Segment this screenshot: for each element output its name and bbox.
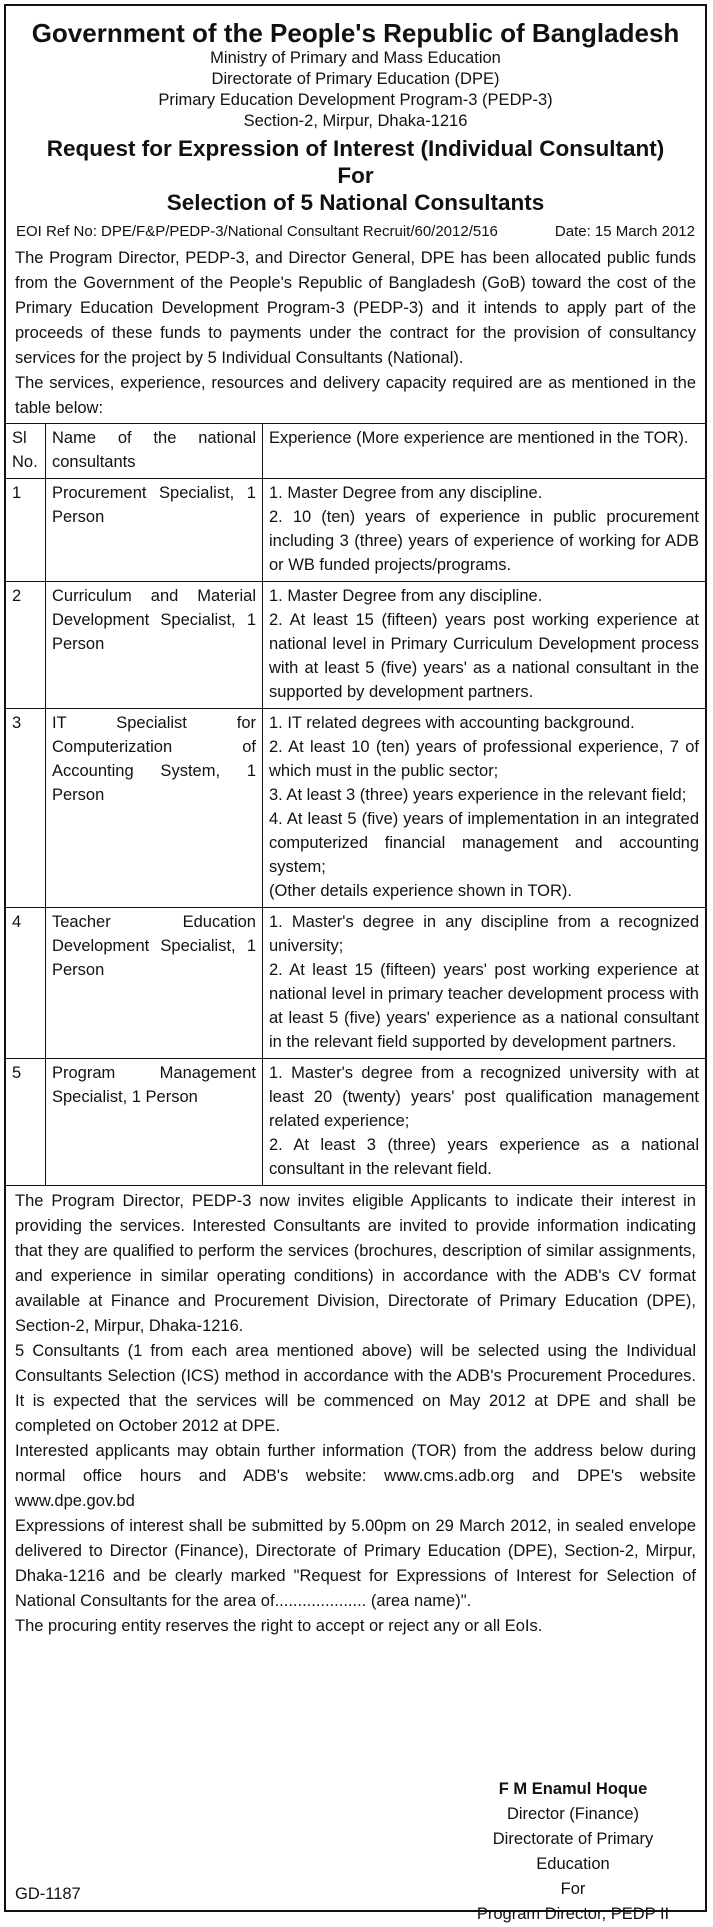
notice-code: GD-1187 <box>15 1885 81 1903</box>
row-experience <box>263 709 706 908</box>
experience-item: 1. Master Degree from any discipline. <box>269 587 543 605</box>
signatory-designation: Director (Finance) <box>506 1805 640 1823</box>
row-sl: 4 <box>6 908 46 1059</box>
header-sl: Sl No. <box>6 424 46 479</box>
body-paragraph: The Program Director, PEDP-3 now invites eligible Applicants to indicate their interest in providing the services. Interested Consultants are invited to provide information indicating that they are qualified to perform the services (brochures, description of similar assignments, and experience in similar operating conditions) in accordance with the ADB's CV format available at Finance and Procurement Division, Directorate of Primary Education (DPE), Section-2, Mirpur, Dhaka-1216. <box>15 1192 696 1335</box>
table-row <box>6 709 705 908</box>
row-sl: 2 <box>6 582 46 709</box>
notice-title-line-3: Selection of 5 National Consultants <box>166 190 545 215</box>
header-experience: Experience (More experience are mentioned in the TOR). <box>263 424 706 479</box>
body-paragraph: Expressions of interest shall be submitted by 5.00pm on 29 March 2012, in sealed envelope delivered to Director (Finance), Directorate of Primary Education (DPE), Section-2, Mirpur, Dhaka-1216 and be clearly marked "Request for Expressions of Interest for Selection of National Consultants for the area of.................... (area name)". <box>15 1517 696 1610</box>
row-consultant-name: Program Management Specialist, 1 Person <box>46 1059 263 1186</box>
row-consultant-name: Teacher Education Development Specialist, 1 Person <box>46 908 263 1059</box>
row-consultant-name: IT Specialist for Computerization of Accounting System, 1 Person <box>46 709 263 908</box>
reference-row <box>6 216 705 242</box>
notice-date: Date: 15 March 2012 <box>554 223 695 240</box>
notice-header <box>6 18 705 216</box>
experience-item: 2. At least 3 (three) years experience as a national consultant in the relevant field. <box>269 1136 699 1178</box>
row-experience <box>263 479 706 582</box>
ministry-line: Ministry of Primary and Mass Education <box>210 49 501 67</box>
program-line: Primary Education Development Program-3 (PEDP-3) <box>158 91 553 109</box>
experience-item: 3. At least 3 (three) years experience in the relevant field; <box>269 786 687 804</box>
body-text <box>6 1186 705 1639</box>
experience-item: 2. 10 (ten) years of experience in public procurement including 3 (three) years of experience of working for ADB or WB funded projects/programs. <box>269 508 699 574</box>
experience-item: 1. Master's degree in any discipline from a recognized university; <box>269 913 699 955</box>
experience-item: 2. At least 10 (ten) years of professional experience, 7 of which must in the public sector; <box>269 738 699 780</box>
intro-paragraph: The services, experience, resources and delivery capacity required are as mentioned in the table below: <box>15 374 696 417</box>
notice-document <box>4 4 707 1923</box>
address-line: Section-2, Mirpur, Dhaka-1216 <box>243 112 468 130</box>
table-row <box>6 1059 705 1186</box>
table-row <box>6 479 705 582</box>
signatory-program-director: Program Director, PEDP II <box>476 1905 670 1923</box>
consultant-table <box>6 423 705 1186</box>
intro-text <box>6 242 705 421</box>
body-paragraph: Interested applicants may obtain further information (TOR) from the address below during normal office hours and ADB's website: www.cms.adb.org and DPE's website www.dpe.gov.bd <box>15 1442 696 1510</box>
experience-item: (Other details experience shown in TOR). <box>269 882 572 900</box>
signatory-name: F M Enamul Hoque <box>498 1780 648 1798</box>
table-row <box>6 908 705 1059</box>
signatory-office: Directorate of Primary Education <box>492 1830 654 1873</box>
body-paragraph: The procuring entity reserves the right to accept or reject any or all EoIs. <box>15 1617 543 1635</box>
row-sl: 3 <box>6 709 46 908</box>
experience-item: 1. Master Degree from any discipline. <box>269 484 543 502</box>
experience-item: 1. Master's degree from a recognized university with at least 20 (twenty) years' post qualification management related experience; <box>269 1064 699 1130</box>
experience-item: 2. At least 15 (fifteen) years post working experience at national level in Primary Curriculum Development process with at least 5 (five) years' as a national consultant in the supported by development partners. <box>269 611 699 701</box>
signature-block <box>457 1777 689 1927</box>
intro-paragraph: The Program Director, PEDP-3, and Director General, DPE has been allocated public funds from the Government of the People's Republic of Bangladesh (GoB) toward the cost of the Primary Education Development Program-3 (PEDP-3) and it intends to apply part of the proceeds of these funds to payments under the contract for the provision of consultancy services for the project by 5 Individual Consultants (National). <box>15 249 696 367</box>
notice-title-line-1: Request for Expression of Interest (Individual Consultant) <box>46 136 665 161</box>
row-consultant-name: Curriculum and Material Development Specialist, 1 Person <box>46 582 263 709</box>
experience-item: 2. At least 15 (fifteen) years' post working experience at national level in primary teacher development process with at least 5 (five) years' experience as a national consultant in the relevant field supported by development partners. <box>269 961 699 1051</box>
experience-item: 4. At least 5 (five) years of implementation in an integrated computerized financial management and accounting system; <box>269 810 699 876</box>
row-sl: 1 <box>6 479 46 582</box>
row-consultant-name: Procurement Specialist, 1 Person <box>46 479 263 582</box>
row-experience <box>263 1059 706 1186</box>
government-title: Government of the People's Republic of Bangladesh <box>31 18 680 48</box>
notice-title-line-2: For <box>337 163 374 188</box>
table-header-row <box>6 424 705 479</box>
table-row <box>6 582 705 709</box>
eoi-reference: EOI Ref No: DPE/F&P/PEDP-3/National Consultant Recruit/60/2012/516 <box>16 223 498 240</box>
row-experience <box>263 908 706 1059</box>
signatory-for: For <box>560 1880 586 1898</box>
body-paragraph: 5 Consultants (1 from each area mentioned above) will be selected using the Individual Consultants Selection (ICS) method in accordance with the ADB's Procurement Procedures. It is expected that the services will be commenced on May 2012 at DPE and shall be completed on October 2012 at DPE. <box>15 1342 696 1435</box>
row-sl: 5 <box>6 1059 46 1186</box>
directorate-line: Directorate of Primary Education (DPE) <box>211 70 500 88</box>
experience-item: 1. IT related degrees with accounting background. <box>269 714 635 732</box>
row-experience <box>263 582 706 709</box>
header-name: Name of the national consultants <box>46 424 263 479</box>
